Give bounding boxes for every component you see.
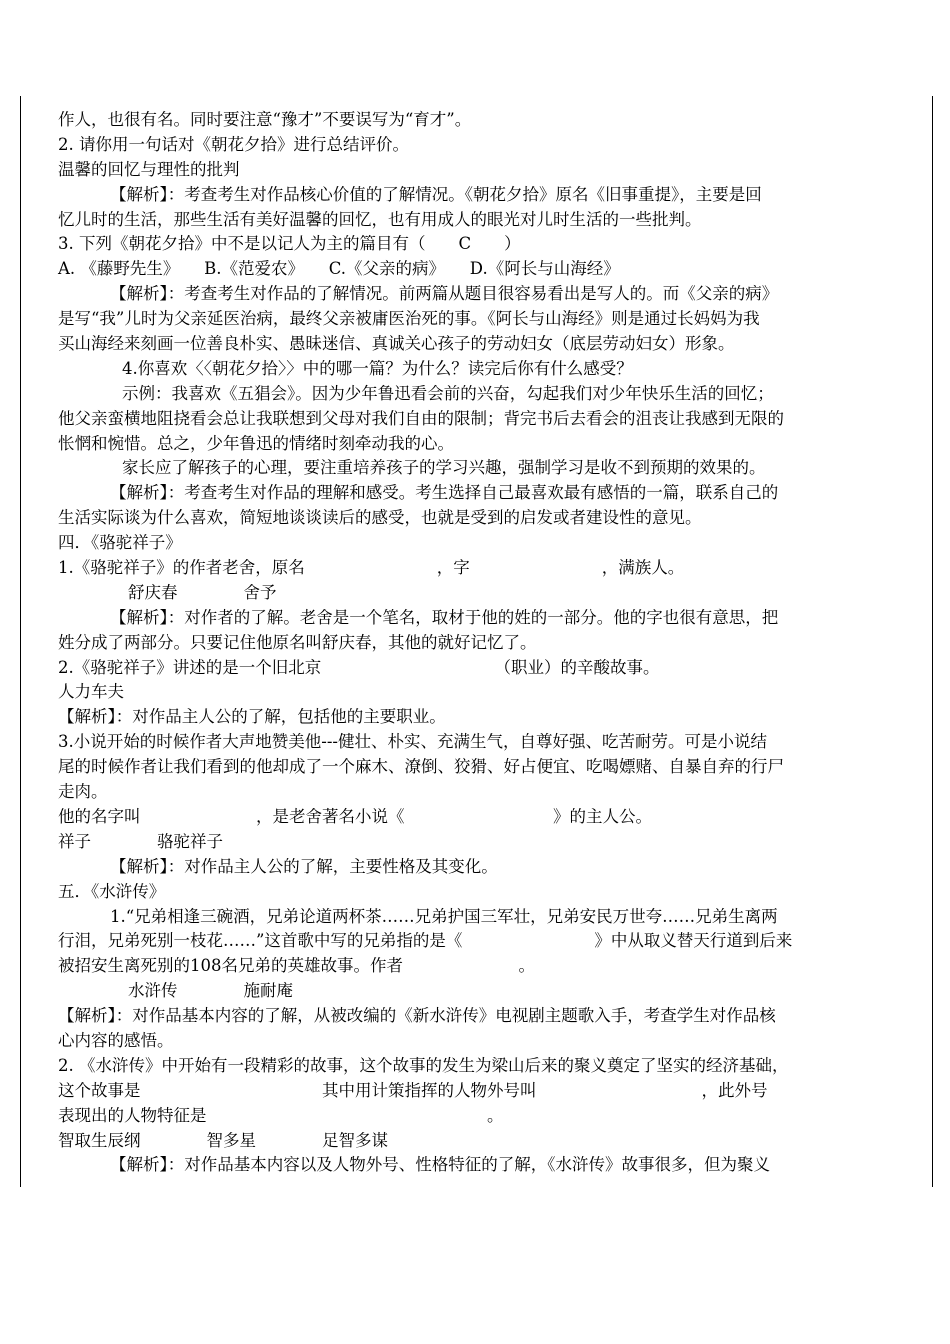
answer-5-2: 智取生辰纲 智多星 足智多谋 bbox=[58, 1130, 388, 1150]
text-line: 买山海经来刻画一位善良朴实、愚昧迷信、真诚关心孩子的劳动妇女（底层劳动妇女）形象。 bbox=[58, 334, 735, 354]
section-heading-4: 四．《骆驼祥子》 bbox=[58, 533, 182, 553]
text-line: 他父亲蛮横地阻挠看会总让我联想到父母对我们自由的限制；背完书后去看会的沮丧让我感到无限的 bbox=[58, 408, 784, 428]
text-line: 姓分成了两部分。只要记住他原名叫舒庆春，其他的就好记忆了。 bbox=[58, 632, 537, 652]
text-line: 怅惘和惋惜。总之，少年鲁迅的情绪时刻牵动我的心。 bbox=[58, 433, 454, 453]
answer-2: 温馨的回忆与理性的批判 bbox=[58, 159, 240, 179]
question-3: 3. 下列《朝花夕拾》中不是以记人为主的篇目有（ C ） bbox=[58, 234, 521, 254]
question-2: 2. 请你用一句话对《朝花夕拾》进行总结评价。 bbox=[58, 134, 409, 154]
analysis-4-2: 【解析】：对作品主人公的了解，包括他的主要职业。 bbox=[58, 707, 446, 727]
options-3: A. 《藤野先生》 B.《范爱农》 C.《父亲的病》 D.《阿长与山海经》 bbox=[58, 259, 620, 279]
text-line: 走肉。 bbox=[58, 782, 108, 802]
text-line: 尾的时候作者让我们看到的他却成了一个麻木、潦倒、狡猾、好占便宜、吃喝嫖赌、自暴自弃的行尸 bbox=[58, 757, 784, 777]
page-border-left bbox=[20, 96, 21, 1187]
question-5-2: 2. 《水浒传》中开始有一段精彩的故事，这个故事的发生为梁山后来的聚义奠定了坚实的经济基础， bbox=[58, 1055, 789, 1075]
answer-5-1: 水浒传 施耐庵 bbox=[128, 981, 293, 1001]
answer-4-3: 祥子 骆驼祥子 bbox=[58, 831, 223, 851]
analysis-4-1: 【解析】：对作者的了解。老舍是一个笔名，取材于他的姓的一部分。他的字也很有意思，把 bbox=[110, 607, 779, 627]
text-line: 表现出的人物特征是 。 bbox=[58, 1105, 504, 1125]
answer-4-2: 人力车夫 bbox=[58, 682, 124, 702]
analysis-4-3: 【解析】：对作品主人公的了解，主要性格及其变化。 bbox=[110, 856, 498, 876]
example-answer-4: 示例：我喜欢《五猖会》。因为少年鲁迅看会前的兴奋，勾起我们对少年快乐生活的回忆； bbox=[122, 383, 774, 403]
analysis-5-1: 【解析】：对作品基本内容的了解，从被改编的《新水浒传》电视剧主题歌入手，考查学生对作品核 bbox=[58, 1006, 776, 1026]
text-line: 忆儿时的生活，那些生活有美好温馨的回忆，也有用成人的眼光对儿时生活的一些批判。 bbox=[58, 209, 702, 229]
text-line: 这个故事是 其中用计策指挥的人物外号叫 ，此外号 bbox=[58, 1080, 768, 1100]
document-page bbox=[58, 108, 898, 1178]
question-4-3: 3.小说开始的时候作者大声地赞美他---健壮、朴实、充满生气，自尊好强、吃苦耐劳。可是小说结 bbox=[58, 732, 767, 752]
text-line: 家长应了解孩子的心理，要注重培养孩子的学习兴趣，强制学习是收不到预期的效果的。 bbox=[122, 458, 766, 478]
answer-4-1: 舒庆春 舍予 bbox=[128, 582, 277, 602]
analysis-3: 【解析】：考查考生对作品的了解情况。前两篇从题目很容易看出是写人的。而《父亲的病》 bbox=[110, 284, 779, 304]
text-line: 生活实际谈为什么喜欢，简短地谈谈读后的感受，也就是受到的启发或者建设性的意见。 bbox=[58, 508, 702, 528]
question-4-2: 2.《骆驼祥子》讲述的是一个旧北京 （职业）的辛酸故事。 bbox=[58, 657, 660, 677]
question-5-1: 1.“兄弟相逢三碗酒，兄弟论道两杯茶……兄弟护国三军壮，兄弟安民万世夸……兄弟生离两 bbox=[110, 906, 778, 926]
analysis-5-2: 【解析】：对作品基本内容以及人物外号、性格特征的了解，《水浒传》故事很多，但为聚义 bbox=[110, 1155, 770, 1175]
analysis-4: 【解析】：考查考生对作品的理解和感受。考生选择自己最喜欢最有感悟的一篇，联系自己的 bbox=[110, 483, 779, 503]
text-line: 心内容的感悟。 bbox=[58, 1030, 174, 1050]
question-4-1: 1.《骆驼祥子》的作者老舍，原名 ，字 ，满族人。 bbox=[58, 558, 685, 578]
analysis-2: 【解析】：考查考生对作品核心价值的了解情况。《朝花夕拾》原名《旧事重提》，主要是回 bbox=[110, 184, 762, 204]
text-line: 是写“我”儿时为父亲延医治病，最终父亲被庸医治死的事。《阿长与山海经》则是通过长妈妈为我 bbox=[58, 309, 760, 329]
text-line: 被招安生离死别的108名兄弟的英雄故事。作者 。 bbox=[58, 956, 535, 976]
text-line: 行泪，兄弟死别一枝花……”这首歌中写的兄弟指的是《 》中从取义替天行道到后来 bbox=[58, 931, 793, 951]
text-line: 作人，也很有名。同时要注意“豫才”不要误写为“育才”。 bbox=[58, 110, 472, 129]
question-4: 4.你喜欢〈〈朝花夕拾〉〉中的哪一篇？为什么？读完后你有什么感受？ bbox=[122, 358, 633, 378]
text-line: 他的名字叫 ，是老舍著名小说《 》的主人公。 bbox=[58, 806, 652, 826]
page-border-right bbox=[932, 96, 933, 1187]
section-heading-5: 五．《水浒传》 bbox=[58, 881, 166, 901]
